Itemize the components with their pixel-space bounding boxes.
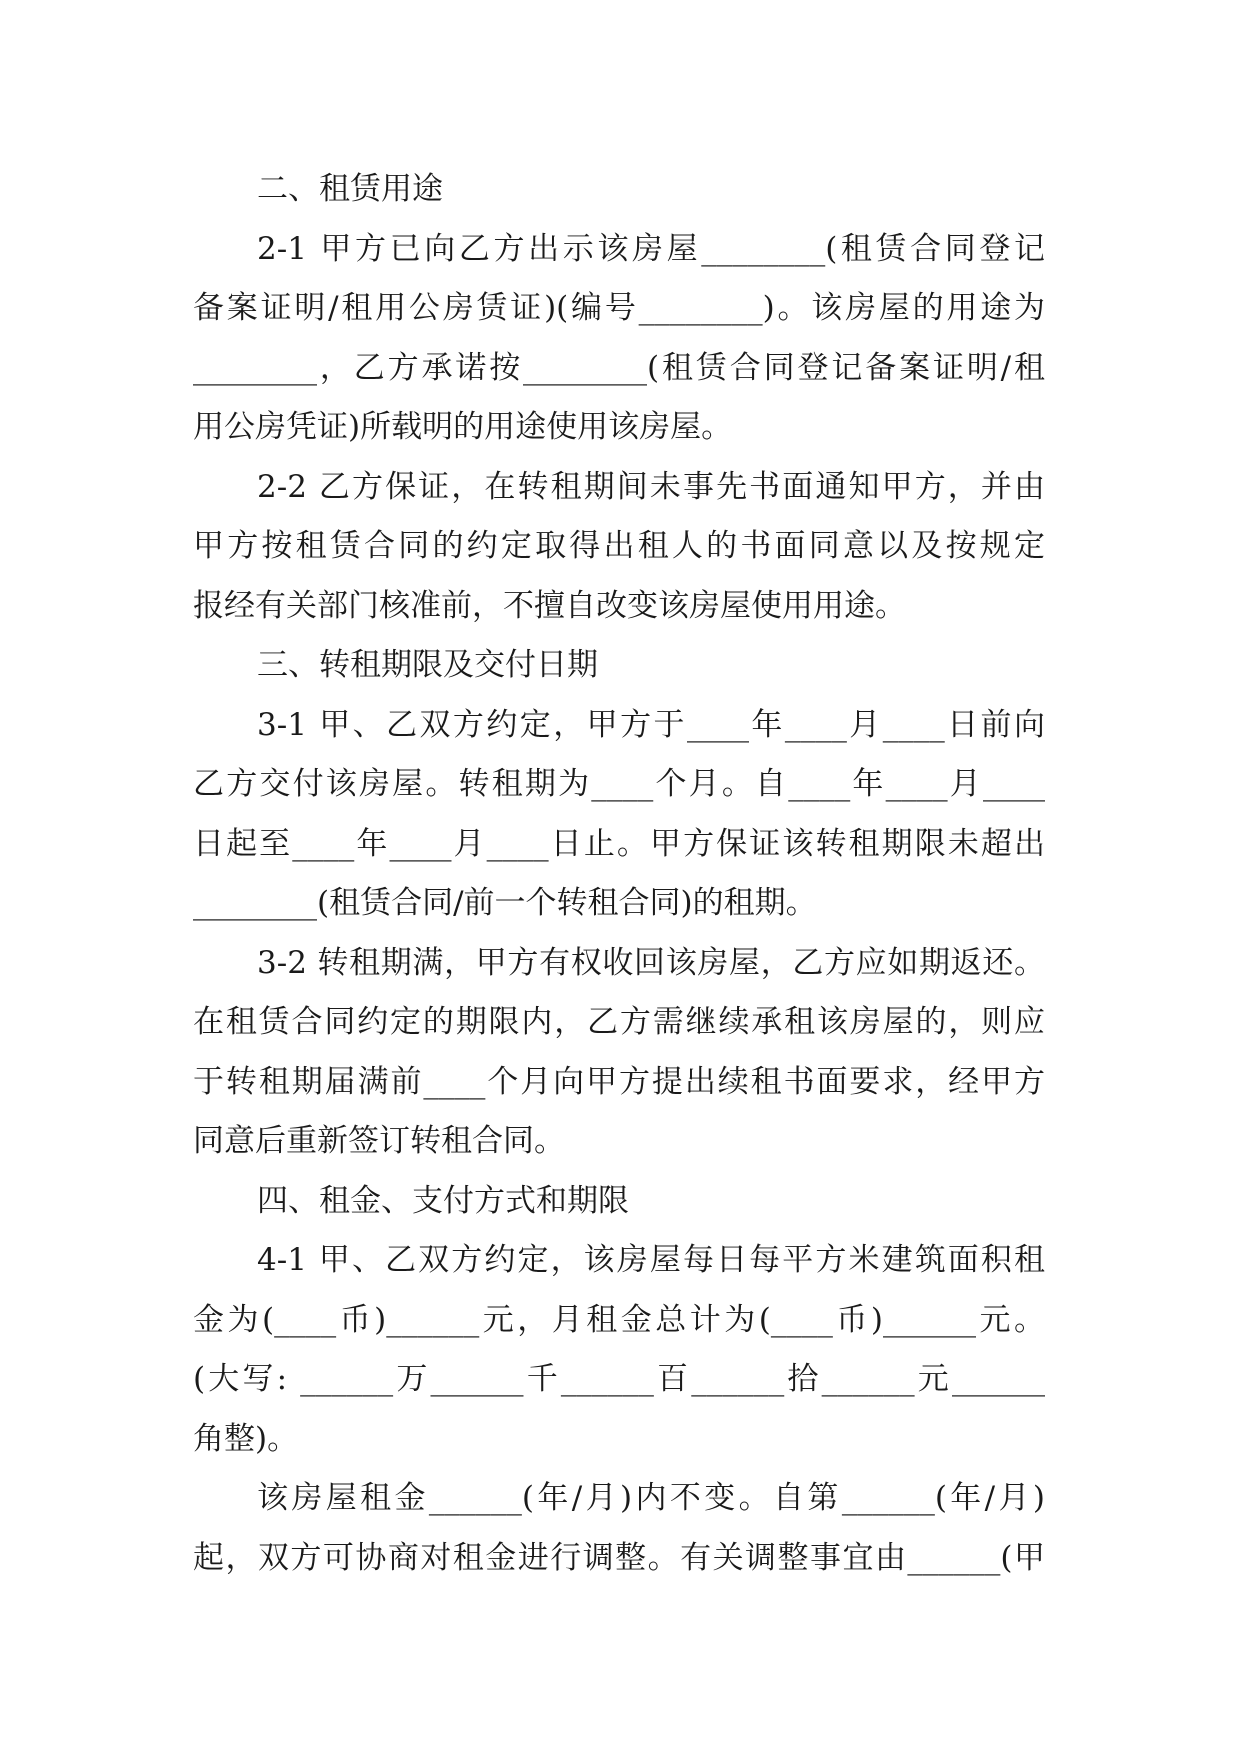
clause-2-2-line-3: 报经有关部门核准前，不擅自改变该房屋使用用途。 [193,587,906,624]
clause-3-1-line-3: 日起至____年____月____日止。甲方保证该转租期限未超出 [193,825,1045,862]
clause-4-1-line-3: (大写: ______万______千______百______拾______元______ [193,1361,1045,1397]
rent-adjust-line-1: 该房屋租金______(年/月)内不变。自第______(年/月) [257,1480,1045,1516]
clause-2-2-line-1: 2-2 乙方保证，在转租期间未事先书面通知甲方，并由 [257,468,1045,505]
clause-3-1-line-4: ________(租赁合同/前一个转租合同)的租期。 [193,885,817,921]
clause-2-2-line-2: 甲方按租赁合同的约定取得出租人的书面同意以及按规定 [193,528,1045,564]
clause-2-1-line-1: 2-1 甲方已向乙方出示该房屋________(租赁合同登记 [257,230,1045,267]
clause-3-1-line-1: 3-1 甲、乙双方约定，甲方于____年____月____日前向 [257,706,1045,743]
clause-3-2-line-2: 在租赁合同约定的期限内，乙方需继续承租该房屋的，则应 [193,1004,1045,1040]
clause-3-2-line-1: 3-2 转租期满，甲方有权收回该房屋，乙方应如期返还。 [257,944,1045,981]
section-heading-2: 二、租赁用途 [257,171,443,207]
section-heading-3: 三、转租期限及交付日期 [257,647,598,683]
clause-2-1-line-4: 用公房凭证)所载明的用途使用该房屋。 [193,409,733,445]
clause-3-1-line-2: 乙方交付该房屋。转租期为____个月。自____年____月____ [193,766,1045,802]
clause-4-1-line-1: 4-1 甲、乙双方约定，该房屋每日每平方米建筑面积租 [257,1242,1045,1278]
section-heading-4: 四、租金、支付方式和期限 [257,1182,629,1219]
clause-4-1-line-4: 角整)。 [193,1420,299,1457]
rent-adjust-line-2: 起，双方可协商对租金进行调整。有关调整事宜由______(甲 [193,1539,1045,1576]
document-body [193,160,1045,1588]
clause-3-2-line-3: 于转租期届满前____个月向甲方提出续租书面要求，经甲方 [193,1063,1045,1100]
clause-3-2-line-4: 同意后重新签订转租合同。 [193,1123,565,1159]
clause-2-1-line-3: ________，乙方承诺按________(租赁合同登记备案证明/租 [193,349,1045,386]
clause-2-1-line-2: 备案证明/租用公房赁证)(编号________)。该房屋的用途为 [193,290,1045,326]
clause-4-1-line-2: 金为(____币)______元，月租金总计为(____币)______元。 [193,1301,1045,1338]
